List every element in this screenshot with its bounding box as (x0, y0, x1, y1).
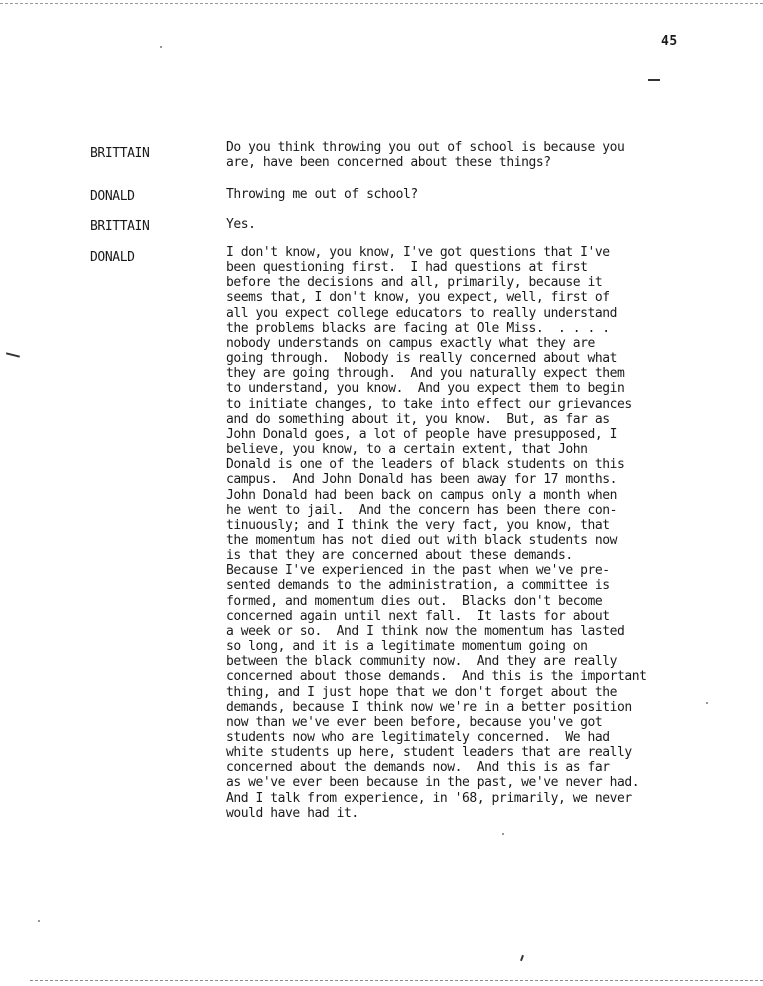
ink-mark-left-margin (6, 352, 20, 357)
speaker-utterance: Throwing me out of school? (226, 187, 418, 202)
speck (502, 833, 504, 835)
speaker-name: DONALD (90, 250, 135, 265)
speaker-name: DONALD (90, 189, 135, 204)
speaker-name: BRITTAIN (90, 219, 150, 234)
speck (160, 46, 162, 48)
speck (38, 920, 40, 922)
ink-mark-top-right (648, 79, 660, 81)
speaker-utterance: Do you think throwing you out of school is because you are, have been concerned about these things? (226, 140, 625, 171)
speaker-utterance: Yes. (226, 217, 256, 232)
speaker-name: BRITTAIN (90, 146, 150, 161)
page-number: 45 (661, 34, 678, 49)
page-top-edge (0, 3, 763, 4)
ink-mark-bottom (520, 955, 524, 961)
speaker-utterance: I don't know, you know, I've got questions that I've been questioning first. I had questions at first before the decisions and all, primarily, because it seems that, I don't know, you expect, well, first of all you expect college educators to really understand the problems blacks are facing at Ole Miss. . . . . nobody understands on campus exactly what they are going through. Nobody is really concerned about what they are going through. And you naturally expect them to understand, you know. And you expect them to begin to initiate changes, to take into effect our grievances and do something about it, you know. But, as far as John Donald goes, a lot of people have presupposed, I believe, you know, to a certain extent, that John Donald is one of the leaders of black students on this campus. And John Donald has been away for 17 months. John Donald had been back on campus only a month when he went to jail. And the concern has been there con- tinuously; and I think the very fact, you know, that the momentum has not died out with black students now is that they are concerned about these demands. Because I've experienced in the past when we've pre- sented demands to the administration, a committee is formed, and momentum dies out. Blacks don't become concerned again until next fall. It lasts for about a week or so. And I think now the momentum has lasted so long, and it is a legitimate momentum going on between the black community now. And they are really concerned about those demands. And this is the important thing, and I just hope that we don't forget about the demands, because I think now we're in a better position now than we've ever been before, because you've got students now who are legitimately concerned. We had white students up here, student leaders that are really concerned about the demands now. And this is as far as we've ever been because in the past, we've never had. And I talk from experience, in '68, primarily, we never would have had it. (226, 245, 647, 821)
speck (706, 702, 708, 704)
page-bottom-edge (30, 980, 763, 981)
